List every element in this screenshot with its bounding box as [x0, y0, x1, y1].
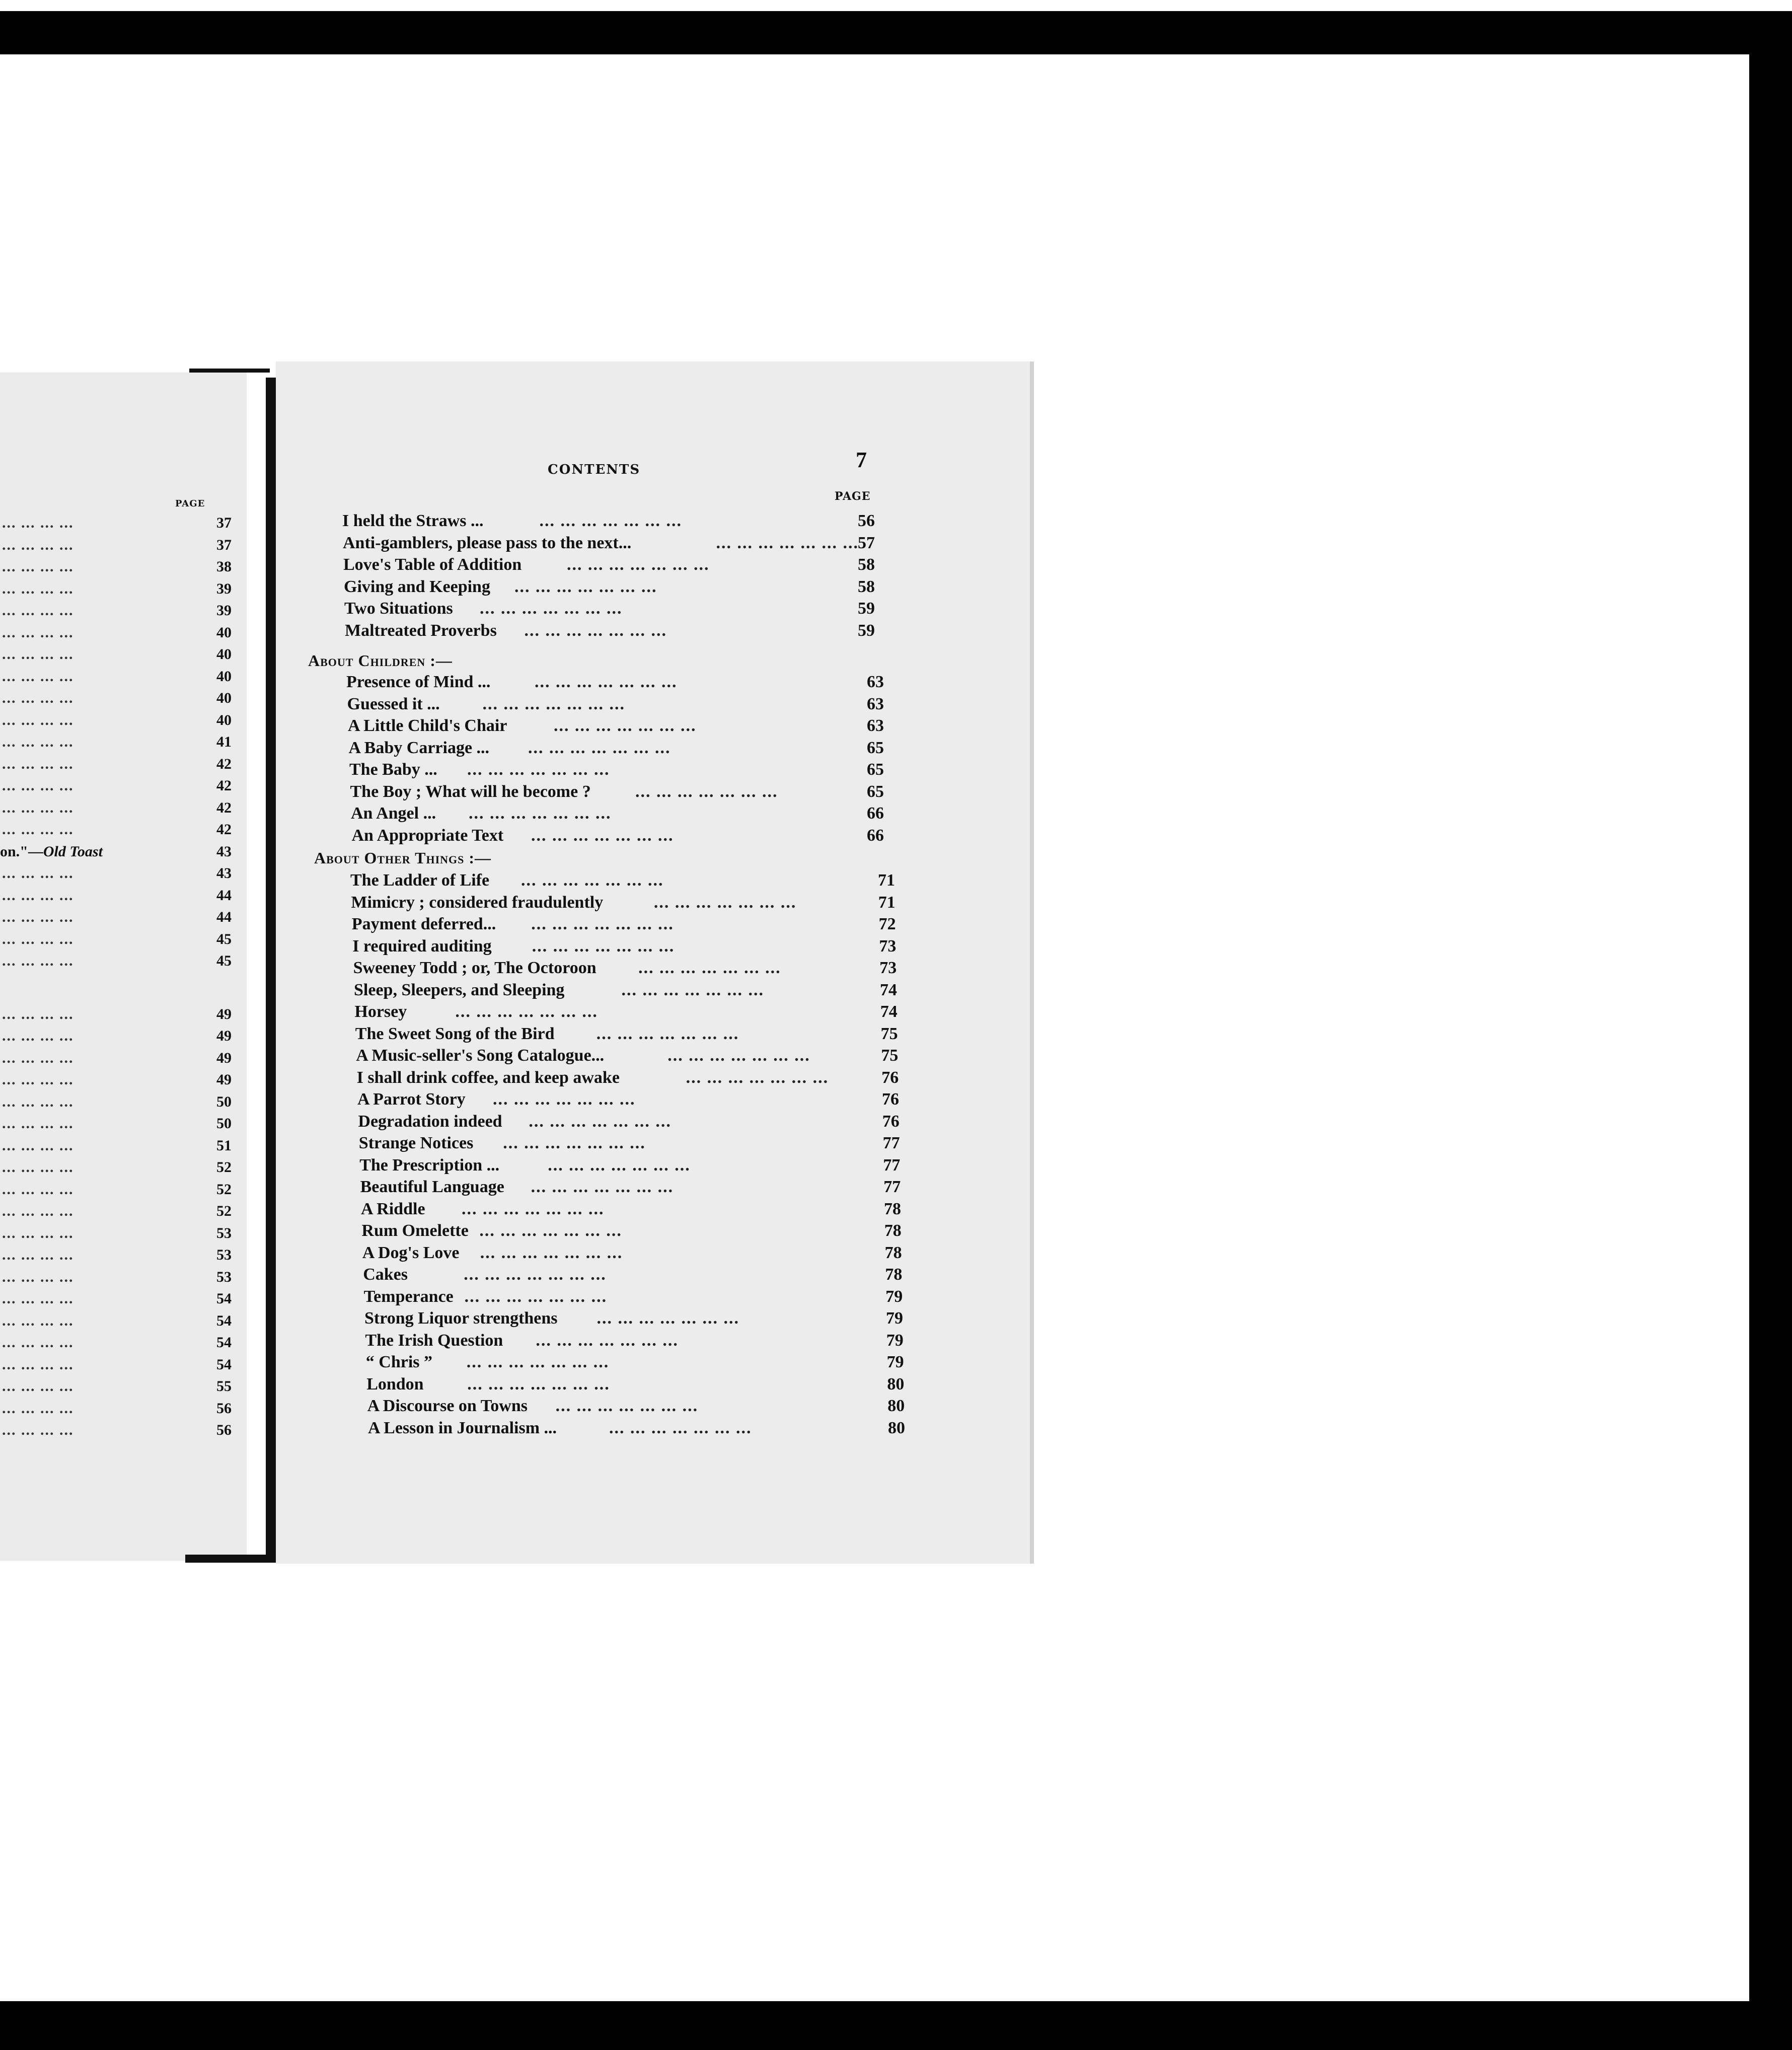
left-row-leader-dots: ... ... ... ...	[2, 821, 74, 838]
contents-row-page: 74	[880, 980, 897, 999]
contents-row-leader-dots: ... ... ... ... ... ... ...	[480, 599, 623, 618]
contents-row-leader-dots: ... ... ... ... ... ... ...	[467, 760, 610, 779]
left-row-leader-dots: ... ... ... ...	[2, 711, 74, 728]
contents-row-title: A Little Child's Chair	[348, 716, 507, 735]
left-row-page: 44	[216, 909, 232, 925]
scan-border-right	[1749, 11, 1792, 2050]
contents-row-leader-dots: ... ... ... ... ... ... ...	[635, 782, 778, 801]
left-row-page: 50	[216, 1115, 232, 1132]
left-row-page: 40	[216, 690, 232, 706]
contents-row-page: 65	[867, 760, 884, 779]
book-spine	[266, 378, 276, 1561]
contents-row-leader-dots: ... ... ... ... ... ... ...	[503, 1134, 646, 1152]
contents-row-leader-dots: ... ... ... ... ... ... ...	[532, 936, 675, 956]
contents-row	[367, 1397, 905, 1419]
contents-row-page: 65	[867, 782, 884, 801]
left-row-leader-dots: ... ... ... ...	[2, 1312, 74, 1329]
left-row-page: 54	[216, 1334, 232, 1351]
contents-row-title: Temperance	[363, 1287, 454, 1306]
contents-row-leader-dots: ... ... ... ... ... ... ...	[638, 959, 781, 977]
left-row-page: 53	[216, 1224, 232, 1241]
contents-row	[351, 804, 884, 826]
left-page-label: PAGE	[175, 498, 205, 509]
contents-row-page: 76	[882, 1112, 900, 1131]
scan-border-top-white	[0, 0, 1792, 11]
contents-row-leader-dots: ... ... ... ... ... ... ...	[466, 1353, 610, 1371]
contents-row	[361, 1200, 901, 1222]
contents-row-page: 78	[884, 1199, 901, 1218]
contents-row-title: Payment deferred...	[351, 915, 496, 933]
contents-row-title: Beautiful Language	[360, 1178, 504, 1196]
left-row-page: 54	[216, 1356, 232, 1373]
left-row-page: 52	[216, 1203, 232, 1219]
left-row-page: 53	[216, 1268, 232, 1285]
left-row-page: 42	[216, 755, 232, 772]
left-contents-row	[0, 624, 232, 644]
contents-row	[357, 1068, 899, 1090]
left-row-page: 37	[216, 515, 232, 531]
left-row-leader-dots: ... ... ... ...	[2, 930, 74, 947]
left-row-page: 56	[216, 1400, 232, 1417]
left-contents-row	[0, 1334, 232, 1354]
contents-row-page: 78	[884, 1221, 902, 1240]
left-contents-row	[0, 646, 232, 666]
left-contents-row	[0, 1247, 232, 1267]
left-contents-row	[0, 1290, 232, 1310]
contents-row-page: 74	[880, 1002, 898, 1021]
contents-row-page: 63	[867, 694, 884, 713]
contents-row-title: A Discourse on Towns	[367, 1397, 528, 1415]
contents-row-leader-dots: ... ... ... ... ... ... ...	[621, 980, 764, 999]
contents-row-title: A Parrot Story	[357, 1090, 466, 1109]
section-heading-other-things: About Other Things :—	[314, 849, 492, 867]
left-row-leader-dots: ... ... ... ...	[2, 1247, 74, 1263]
contents-row	[366, 1375, 904, 1397]
contents-row-title: An Angel ...	[351, 804, 436, 823]
left-row-page: 42	[216, 821, 232, 838]
left-row-leader-dots: ... ... ... ...	[2, 1268, 74, 1285]
contents-row-leader-dots: ... ... ... ... ... ... ...	[536, 1331, 679, 1350]
contents-row	[354, 1002, 897, 1024]
left-row-leader-dots: ... ... ... ...	[2, 1005, 74, 1022]
contents-row	[353, 959, 897, 981]
contents-row-title: Sweeney Todd ; or, The Octoroon	[353, 959, 596, 977]
left-contents-row	[0, 734, 232, 754]
contents-row-title: Cakes	[363, 1265, 408, 1284]
left-contents-row	[0, 887, 232, 907]
left-row-leader-dots: ... ... ... ...	[2, 602, 74, 619]
left-page	[0, 373, 247, 1561]
contents-row-page: 77	[883, 1155, 901, 1175]
contents-row	[345, 621, 875, 643]
contents-row	[350, 782, 884, 804]
contents-row-page: 73	[879, 936, 897, 956]
left-contents-row	[0, 558, 232, 578]
left-row-leader-dots: ... ... ... ...	[2, 536, 74, 553]
page-title: CONTENTS	[548, 462, 641, 477]
left-contents-row	[0, 602, 232, 622]
left-row-leader-dots: ... ... ... ...	[2, 1071, 74, 1088]
left-row-leader-dots: ... ... ... ...	[2, 1093, 74, 1110]
left-contents-row	[0, 580, 232, 601]
contents-row	[349, 760, 884, 782]
contents-row-page: 57	[858, 533, 875, 552]
contents-row	[350, 871, 895, 893]
contents-row	[344, 577, 875, 600]
contents-row-leader-dots: ... ... ... ... ... ... ...	[531, 826, 674, 845]
left-row-leader-dots: ... ... ... ...	[2, 646, 74, 663]
left-row-leader-dots: ... ... ... ...	[2, 1224, 74, 1241]
contents-row-title: The Boy ; What will he become ?	[350, 782, 591, 801]
page-number: 7	[856, 448, 867, 472]
page-column-label: PAGE	[835, 490, 871, 503]
left-contents-row	[0, 1093, 232, 1114]
contents-row-page: 56	[858, 511, 875, 530]
left-contents-row	[0, 668, 232, 688]
contents-row	[342, 511, 875, 534]
contents-row-leader-dots: ... ... ... ... ... ... ...	[596, 1024, 739, 1043]
contents-row-leader-dots: ... ... ... ... ... ... ...	[567, 555, 710, 574]
left-contents-row	[0, 909, 232, 929]
contents-row-page: 76	[881, 1068, 899, 1087]
section-heading-children: About Children :—	[308, 651, 453, 670]
contents-row-title: I required auditing	[352, 936, 492, 956]
contents-row	[368, 1419, 905, 1441]
contents-row-title: Strange Notices	[358, 1134, 474, 1152]
contents-row-title: Mimicry ; considered fraudulently	[351, 893, 604, 912]
contents-row-leader-dots: ... ... ... ... ... ... ...	[531, 915, 674, 933]
left-row-leader-dots: ... ... ... ...	[2, 690, 74, 706]
contents-row	[352, 826, 884, 848]
contents-row-page: 80	[887, 1374, 905, 1394]
left-row-lead: on."—Old Toast	[0, 843, 103, 860]
left-contents-row	[0, 799, 232, 820]
contents-row	[362, 1243, 902, 1266]
contents-row	[347, 695, 884, 717]
left-row-page: 44	[216, 887, 232, 904]
left-row-leader-dots: ... ... ... ...	[2, 1356, 74, 1373]
contents-row-page: 79	[886, 1331, 904, 1350]
left-row-page: 43	[216, 843, 232, 860]
contents-row-leader-dots: ... ... ... ... ... ... ...	[539, 511, 682, 530]
contents-row-page: 79	[885, 1287, 903, 1306]
left-row-page: 40	[216, 646, 232, 663]
contents-row	[358, 1112, 899, 1134]
contents-row-leader-dots: ... ... ... ... ... ... ...	[455, 1002, 598, 1021]
left-row-page: 40	[216, 624, 232, 641]
contents-row-page: 59	[858, 621, 875, 640]
left-contents-row	[0, 515, 232, 535]
left-row-page: 43	[216, 865, 232, 882]
contents-row-page: 66	[867, 826, 884, 845]
left-row-page: 45	[216, 930, 232, 947]
contents-row-page: 75	[880, 1024, 898, 1043]
contents-row-title: Giving and Keeping	[344, 577, 490, 596]
left-contents-row	[0, 712, 232, 732]
left-row-leader-dots: ... ... ... ...	[2, 865, 74, 882]
left-row-page: 40	[216, 711, 232, 728]
contents-row-leader-dots: ... ... ... ... ... ... ...	[653, 893, 797, 912]
left-row-page: 39	[216, 580, 232, 597]
contents-row-title: The Baby ...	[349, 760, 437, 779]
left-row-page: 49	[216, 1071, 232, 1088]
contents-row-leader-dots: ... ... ... ... ... ... ...	[524, 621, 667, 640]
left-row-leader-dots: ... ... ... ...	[2, 1422, 74, 1438]
left-row-page: 40	[216, 668, 232, 685]
left-row-page: 54	[216, 1290, 232, 1307]
left-row-page: 56	[216, 1422, 232, 1438]
contents-row	[352, 937, 896, 959]
contents-row	[343, 555, 875, 577]
contents-row-leader-dots: ... ... ... ... ... ... ...	[609, 1418, 752, 1437]
left-row-page: 42	[216, 799, 232, 816]
contents-row-leader-dots: ... ... ... ... ... ... ...	[464, 1265, 607, 1284]
contents-row-title: I held the Straws ...	[342, 511, 484, 530]
contents-row-title: Strong Liquor strengthens	[364, 1309, 558, 1328]
contents-row-leader-dots: ... ... ... ... ... ... ...	[667, 1046, 810, 1065]
contents-row-title: Maltreated Proverbs	[345, 621, 497, 640]
left-row-leader-dots: ... ... ... ...	[2, 1378, 74, 1395]
left-contents-row	[0, 690, 232, 710]
contents-row-page: 80	[888, 1418, 905, 1437]
contents-row-title: Sleep, Sleepers, and Sleeping	[354, 980, 565, 999]
contents-row	[351, 893, 895, 915]
left-row-page: 51	[216, 1137, 232, 1154]
left-contents-row	[0, 1356, 232, 1376]
left-row-leader-dots: ... ... ... ...	[2, 1334, 74, 1351]
contents-row	[359, 1156, 900, 1178]
contents-row-leader-dots: ... ... ... ... ... ... ...	[521, 871, 664, 890]
contents-row-leader-dots: ... ... ... ... ... ... ...	[528, 738, 671, 757]
contents-row-page: 78	[884, 1243, 902, 1262]
contents-row-page: 78	[885, 1265, 903, 1284]
left-row-page: 41	[216, 734, 232, 750]
scan-border-top	[0, 11, 1792, 54]
contents-row-title: The Irish Question	[365, 1331, 503, 1350]
left-row-leader-dots: ... ... ... ...	[2, 777, 74, 794]
left-contents-row	[0, 1422, 232, 1442]
contents-row-title: An Appropriate Text	[351, 826, 504, 845]
left-contents-row	[0, 1269, 232, 1289]
contents-row-page: 73	[879, 959, 897, 977]
contents-row	[356, 1046, 898, 1068]
contents-row-title: A Dog's Love	[362, 1243, 460, 1262]
contents-row-leader-dots: ... ... ... ... ... ... ...	[529, 1112, 671, 1131]
contents-row-page: 63	[867, 673, 884, 691]
left-contents-row	[0, 865, 232, 885]
left-row-leader-dots: ... ... ... ...	[2, 799, 74, 816]
left-contents-row	[0, 821, 232, 841]
left-row-page: 38	[216, 558, 232, 575]
left-row-leader-dots: ... ... ... ...	[2, 734, 74, 750]
contents-row-leader-dots: ... ... ... ... ... ... ...	[535, 673, 678, 691]
contents-row-page: 63	[867, 716, 884, 735]
contents-row	[343, 534, 875, 556]
contents-row-page: 76	[882, 1090, 899, 1109]
contents-row	[346, 673, 884, 695]
left-row-leader-dots: ... ... ... ...	[2, 558, 74, 575]
left-row-leader-dots: ... ... ... ...	[2, 1028, 74, 1044]
left-row-leader-dots: ... ... ... ...	[2, 1049, 74, 1066]
contents-row-title: Rum Omelette	[361, 1221, 469, 1240]
contents-row-leader-dots: ... ... ... ... ... ... ...	[686, 1068, 829, 1087]
left-row-page: 54	[216, 1312, 232, 1329]
contents-row-leader-dots: ... ... ... ... ... ... ...	[493, 1090, 636, 1109]
contents-row	[344, 599, 875, 621]
contents-row-leader-dots: ... ... ... ... ... ... ...	[531, 1178, 674, 1196]
contents-row-leader-dots: ... ... ... ... ... ... ...	[479, 1221, 622, 1240]
left-row-page: 49	[216, 1049, 232, 1066]
contents-row	[366, 1353, 904, 1375]
contents-row	[349, 739, 884, 761]
contents-row	[365, 1331, 903, 1353]
left-contents-row	[0, 953, 232, 973]
contents-row-title: Two Situations	[344, 599, 453, 618]
left-contents-row	[0, 537, 232, 557]
left-row-leader-dots: ... ... ... ...	[2, 887, 74, 904]
contents-row-page: 58	[858, 555, 875, 574]
left-row-leader-dots: ... ... ... ...	[2, 1400, 74, 1417]
contents-row	[357, 1090, 899, 1112]
left-contents-row	[0, 1203, 232, 1223]
contents-row-page: 79	[886, 1309, 903, 1328]
left-row-page: 39	[216, 602, 232, 619]
left-row-page: 42	[216, 777, 232, 794]
scan-border-bottom	[0, 2001, 1792, 2050]
contents-row-title: Presence of Mind ...	[346, 673, 491, 691]
left-contents-row	[0, 777, 232, 797]
contents-row-title: A Riddle	[361, 1199, 425, 1218]
left-row-lead-italic: Old Toast	[43, 843, 103, 860]
contents-row-leader-dots: ... ... ... ... ... ... ...	[716, 533, 859, 552]
contents-row	[348, 716, 884, 739]
left-row-leader-dots: ... ... ... ...	[2, 909, 74, 925]
contents-row-leader-dots: ... ... ... ... ... ... ...	[554, 716, 697, 735]
left-row-page: 49	[216, 1005, 232, 1022]
contents-row-title: Anti-gamblers, please pass to the next...	[343, 533, 632, 552]
left-contents-row	[0, 1159, 232, 1179]
contents-row	[354, 981, 897, 1003]
left-row-leader-dots: ... ... ... ...	[2, 1115, 74, 1132]
contents-row-page: 80	[887, 1397, 905, 1415]
left-contents-row	[0, 1050, 232, 1070]
left-row-leader-dots: ... ... ... ...	[2, 668, 74, 685]
contents-row-title: A Baby Carriage ...	[348, 738, 490, 757]
left-contents-row	[0, 1028, 232, 1048]
contents-row-leader-dots: ... ... ... ... ... ... ...	[548, 1155, 691, 1175]
contents-row-leader-dots: ... ... ... ... ... ... ...	[482, 694, 625, 713]
contents-row-title: The Prescription ...	[359, 1155, 500, 1175]
left-contents-row	[0, 1181, 232, 1201]
left-row-page: 49	[216, 1028, 232, 1044]
left-row-leader-dots: ... ... ... ...	[2, 755, 74, 772]
contents-row-title: A Lesson in Journalism ...	[368, 1418, 557, 1437]
contents-row-title: Horsey	[354, 1002, 407, 1021]
contents-row-page: 71	[878, 871, 895, 890]
contents-row-leader-dots: ... ... ... ... ... ... ...	[555, 1397, 699, 1415]
contents-row-title: “ Chris ”	[365, 1353, 433, 1371]
contents-row	[355, 1024, 898, 1047]
contents-row-leader-dots: ... ... ... ... ... ... ...	[514, 577, 657, 596]
left-row-leader-dots: ... ... ... ...	[2, 1203, 74, 1219]
left-contents-row	[0, 1115, 232, 1135]
left-row-page: 53	[216, 1247, 232, 1263]
left-row-page: 37	[216, 536, 232, 553]
left-contents-row	[0, 931, 232, 951]
contents-row-leader-dots: ... ... ... ... ... ... ...	[462, 1199, 605, 1218]
left-row-leader-dots: ... ... ... ...	[2, 515, 74, 531]
contents-row	[361, 1221, 901, 1243]
contents-row-page: 59	[858, 599, 875, 618]
left-row-page: 55	[216, 1378, 232, 1395]
left-row-leader-dots: ... ... ... ...	[2, 1137, 74, 1154]
left-contents-row	[0, 1378, 232, 1398]
left-contents-row	[0, 1400, 232, 1420]
contents-row-title: The Sweet Song of the Bird	[355, 1024, 555, 1043]
contents-row-page: 58	[858, 577, 875, 596]
contents-row-page: 72	[878, 915, 896, 933]
right-page	[276, 361, 1030, 1564]
left-contents-row	[0, 1312, 232, 1333]
left-contents-row	[0, 843, 232, 863]
contents-row-page: 71	[878, 893, 895, 912]
contents-row	[364, 1309, 903, 1331]
contents-row	[352, 915, 896, 937]
contents-row-leader-dots: ... ... ... ... ... ... ...	[467, 1374, 610, 1394]
contents-row	[359, 1134, 900, 1156]
left-row-leader-dots: ... ... ... ...	[2, 624, 74, 641]
left-row-page: 50	[216, 1093, 232, 1110]
contents-row	[363, 1265, 902, 1287]
contents-row-leader-dots: ... ... ... ... ... ... ...	[469, 804, 612, 823]
contents-row-page: 75	[881, 1046, 899, 1065]
left-row-page: 52	[216, 1181, 232, 1198]
contents-row-leader-dots: ... ... ... ... ... ... ...	[480, 1243, 623, 1262]
contents-row-page: 65	[867, 738, 884, 757]
contents-row-title: Love's Table of Addition	[343, 555, 522, 574]
contents-row-page: 77	[882, 1134, 900, 1152]
left-contents-row	[0, 756, 232, 776]
contents-row-leader-dots: ... ... ... ... ... ... ...	[464, 1287, 608, 1306]
left-contents-row	[0, 1071, 232, 1091]
left-row-leader-dots: ... ... ... ...	[2, 580, 74, 597]
contents-row-title: Degradation indeed	[358, 1112, 502, 1131]
contents-row-title: London	[366, 1374, 424, 1394]
contents-row-page: 77	[883, 1178, 901, 1196]
spine-top-edge	[189, 369, 270, 373]
contents-row-title: I shall drink coffee, and keep awake	[356, 1068, 620, 1087]
contents-row-page: 66	[867, 804, 884, 823]
left-row-page: 52	[216, 1159, 232, 1176]
left-row-leader-dots: ... ... ... ...	[2, 953, 74, 969]
left-contents-row	[0, 1137, 232, 1157]
left-row-page: 45	[216, 953, 232, 969]
left-contents-row	[0, 1006, 232, 1026]
left-contents-row	[0, 1225, 232, 1245]
contents-row-title: Guessed it ...	[347, 694, 440, 713]
left-row-leader-dots: ... ... ... ...	[2, 1159, 74, 1176]
contents-row	[364, 1287, 903, 1309]
left-row-leader-dots: ... ... ... ...	[2, 1181, 74, 1198]
contents-row-page: 79	[886, 1353, 904, 1371]
contents-row-leader-dots: ... ... ... ... ... ... ...	[596, 1309, 739, 1328]
contents-row-title: A Music-seller's Song Catalogue...	[356, 1046, 605, 1065]
contents-row	[360, 1178, 901, 1200]
left-row-leader-dots: ... ... ... ...	[2, 1290, 74, 1307]
contents-row-title: The Ladder of Life	[350, 871, 490, 890]
